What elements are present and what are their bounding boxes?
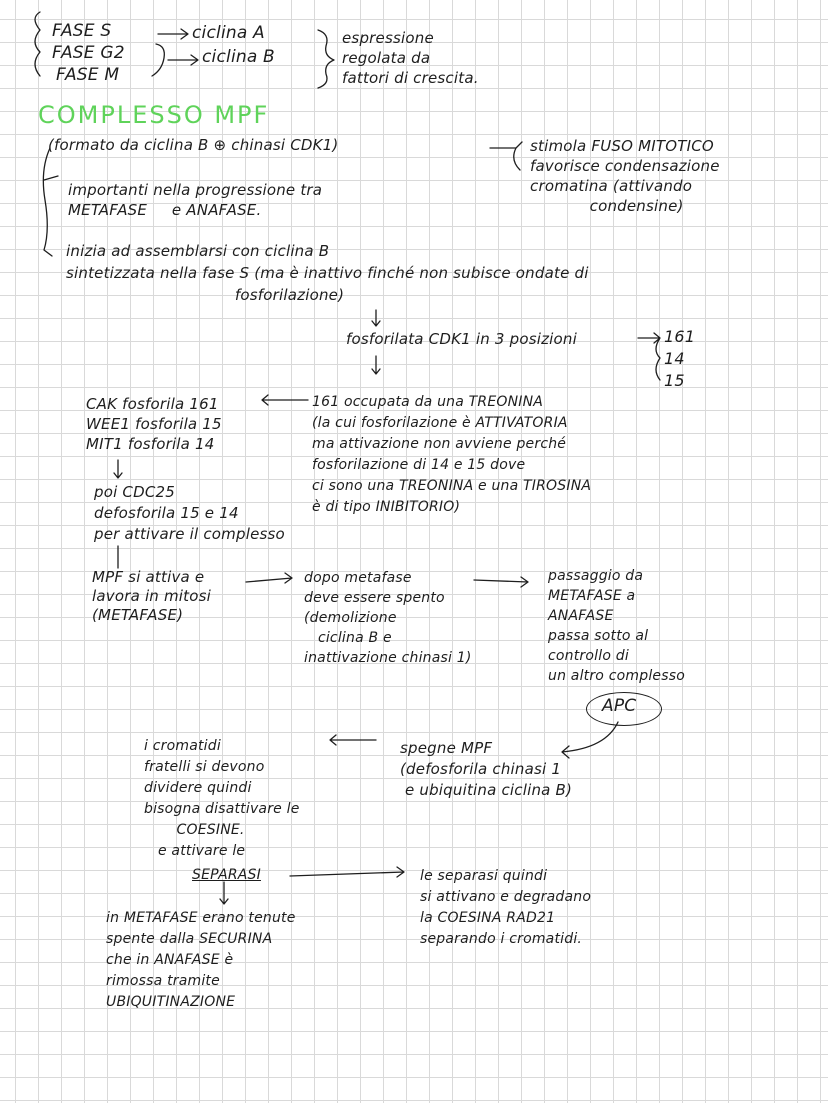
separasi-label: SEPARASI — [192, 867, 261, 883]
arrow-to-kinasi — [262, 395, 308, 405]
inizia-text: inizia ad assemblarsi con ciclina B sintetizzata nella fase S (ma è inattivo finché non subisce ondate di fosforilazione) — [66, 242, 589, 304]
arrow-dopo-passaggio — [474, 577, 528, 587]
cdc25-text: poi CDC25 defosforila 15 e 14 per attivare il complesso — [94, 483, 285, 543]
arrow-to-positions — [638, 333, 660, 380]
importanti-text: importanti nella progressione tra METAFASE e ANAFASE. — [68, 181, 323, 219]
arrow-to-importanti — [44, 176, 58, 180]
arrow-down-2 — [372, 356, 380, 374]
espressione-text: espressione regolata da fattori di crescita. — [342, 29, 479, 87]
fosforilata-text: fosforilata CDK1 in 3 posizioni — [346, 330, 577, 348]
page-title: COMPLESSO MPF — [38, 101, 270, 129]
brace-right — [318, 30, 334, 88]
arrow-spegne-cromatidi — [330, 735, 376, 745]
arrow-separasi-right — [290, 867, 404, 877]
treonina-text: 161 occupata da una TREONINA (la cui fosforilazione è ATTIVATORIA ma attivazione non avviene perché fosforilazione di 14 e 15 dove ci sono una TREONINA e una TIROSINA è di tipo INIBITORIO) — [312, 394, 592, 515]
arrow-mpf-dopo — [246, 573, 292, 583]
fase-s-label: FASE S — [52, 21, 112, 41]
spegne-text: spegne MPF (defosforila chinasi 1 e ubiquitina ciclina B) — [400, 739, 573, 799]
kinasi-list: CAK fosforila 161 WEE1 fosforila 15 MIT1 fosforila 14 — [86, 395, 222, 453]
fase-m-label: FASE M — [56, 65, 120, 85]
arrow-down-1 — [372, 310, 380, 326]
apc-label: APC — [602, 696, 637, 716]
ciclina-b-label: ciclina B — [202, 47, 275, 67]
phase-brace-left — [35, 12, 40, 76]
arrow-g2-to-b — [168, 55, 198, 65]
arrow-to-stimola — [490, 142, 522, 170]
position-161: 161 — [664, 327, 696, 346]
securina-text: in METAFASE erano tenute spente dalla SECURINA che in ANAFASE è rimossa tramite UBIQUITINAZIONE — [106, 910, 296, 1010]
passaggio-text: passaggio da METAFASE a ANAFASE passa sotto al controllo di un altro complesso — [548, 568, 685, 684]
arrow-down-3 — [114, 460, 122, 478]
position-14: 14 — [664, 349, 685, 368]
arrow-separasi-down — [220, 882, 228, 904]
position-15: 15 — [664, 371, 685, 390]
arrow-s-to-a — [158, 29, 188, 39]
stimola-text: stimola FUSO MITOTICO favorisce condensazione cromatina (attivando condensine) — [530, 137, 720, 215]
brace-g2-m — [152, 44, 164, 76]
fase-g2-label: FASE G2 — [52, 43, 125, 63]
separasi-attivano-text: le separasi quindi si attivano e degradano la COESINA RAD21 separando i cromatidi. — [420, 868, 592, 947]
mpf-attiva-text: MPF si attiva e lavora in mitosi (METAFASE) — [92, 568, 212, 624]
formato-text: (formato da ciclina B ⊕ chinasi CDK1) — [48, 136, 339, 154]
ciclina-a-label: ciclina A — [192, 23, 265, 43]
mpf-brace — [43, 148, 52, 256]
dopo-metafase-text: dopo metafase deve essere spento (demolizione ciclina B e inattivazione chinasi 1) — [304, 570, 472, 666]
cromatidi-text: i cromatidi fratelli si devono dividere quindi bisogna disattivare le COESINE. e attivare le — [144, 738, 300, 859]
